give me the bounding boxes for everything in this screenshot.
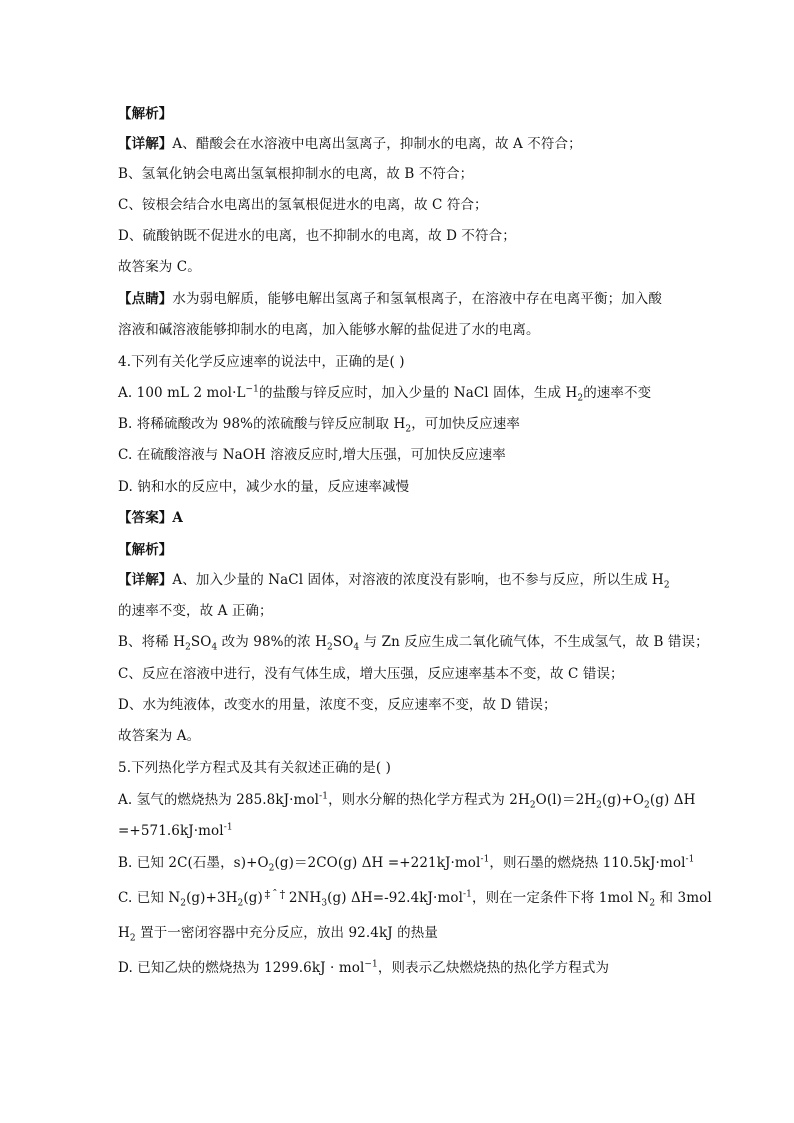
- conclusion-1: 故答案为 C。: [118, 259, 201, 275]
- q5-c-t2: (g)+3H: [186, 890, 238, 906]
- q4-answer: 【答案】A: [118, 510, 183, 526]
- q5-option-a: [118, 790, 695, 810]
- q5-a-s3: 2: [644, 800, 650, 811]
- q4-a-sup: −1: [245, 384, 259, 395]
- q5-a-t2: ，则水分解的热化学方程式为 2H: [328, 792, 530, 808]
- q5-stem: 5.下列热化学方程式及其有关叙述正确的是( ): [118, 760, 392, 776]
- q5-d-t1: D. 已知乙炔的燃烧热为 1299.6kJ · mol: [118, 960, 365, 976]
- key-point-text: 水为弱电解质，能够电解出氢离子和氢氧根离子，在溶液中存在电离平衡；加入酸: [172, 291, 663, 307]
- q4-detail-b-t4: SO: [332, 634, 354, 650]
- q5-option-d: [118, 958, 609, 978]
- q4-b-sub: 2: [405, 424, 412, 435]
- q5-c-t1: C. 已知 N: [118, 890, 181, 906]
- q5-c-t3: (g): [243, 890, 263, 906]
- q5-b-t2: (g)＝2CO(g) ΔH =+221kJ·mol: [274, 855, 481, 871]
- q5-a-t4: (g)+O: [601, 792, 645, 808]
- q5-c-s2: 2: [237, 898, 244, 909]
- q5-c-s1: 2: [180, 898, 187, 909]
- q4-a-text: A. 100 mL 2 mol·L: [118, 385, 246, 401]
- q5-option-c-cont: [118, 923, 438, 943]
- q4-a-sub: 2: [577, 393, 584, 404]
- q5-c-t4: 2NH: [288, 890, 322, 906]
- q4-detail-b-s1: 2: [185, 642, 191, 653]
- q5-c-sup: -1: [463, 889, 472, 900]
- q4-stem: 4.下列有关化学反应速率的说法中，正确的是( ): [118, 354, 405, 370]
- q4-conclusion: 故答案为 A。: [118, 728, 201, 744]
- q5-d-sup: −1: [364, 959, 378, 970]
- q4-detail-a-cont: 的速率不变，故 A 正确；: [118, 603, 273, 619]
- q4-detail-b-t2: SO: [190, 634, 212, 650]
- q4-detail-c: C、反应在溶液中进行，没有气体生成，增大压强，反应速率基本不变，故 C 错误；: [118, 666, 624, 682]
- q5-d-t2: ，则表示乙炔燃烧热的热化学方程式为: [377, 960, 610, 976]
- q5-a-sup2: -1: [223, 822, 233, 833]
- detail-c: C、铵根会结合水电离出的氢氧根促进水的电离，故 C 符合；: [118, 197, 488, 213]
- q5-b-s1: 2: [268, 863, 275, 874]
- detail-b: B、氢氧化钠会电离出氢氧根抑制水的电离，故 B 不符合；: [118, 166, 474, 182]
- q5-option-a-cont: [118, 821, 233, 841]
- detail-tag: 【详解】: [118, 136, 173, 152]
- q5-b-sup1: -1: [480, 854, 490, 865]
- q5-b-t1: B. 已知 2C(石墨，s)+O: [118, 855, 269, 871]
- q5-c-s4: 2: [649, 898, 656, 909]
- q5-c2-s: 2: [129, 933, 136, 944]
- q5-option-b: [118, 853, 694, 873]
- key-point-2: 溶液和碱溶液能够抑制水的电离，加入能够水解的盐促进了水的电离。: [118, 322, 540, 338]
- q5-option-c: [118, 888, 712, 909]
- detail-d: D、硫酸钠既不促进水的电离，也不抑制水的电离，故 D 不符合；: [118, 228, 516, 244]
- q5-a-s1: 2: [529, 800, 536, 811]
- q4-detail-a: [118, 570, 670, 590]
- q4-detail-b-s4: 4: [353, 642, 360, 653]
- q5-c-s3: 3: [321, 898, 328, 909]
- q4-detail-b-s3: 2: [327, 642, 333, 653]
- q5-b-t3: ，则石墨的燃烧热 110.5kJ·mol: [489, 855, 686, 871]
- q4-detail-b-t5: 与 Zn 反应生成二氧化硫气体，不生成氢气，故 B 错误；: [359, 634, 709, 650]
- analysis-heading: 【解析】: [118, 106, 173, 122]
- q4-detail-tag: 【详解】: [118, 572, 173, 588]
- q4-detail-b-t1: B、将稀 H: [118, 634, 186, 650]
- q4-a-text2: 的盐酸与锌反应时，加入少量的 NaCl 固体，生成 H: [259, 385, 578, 401]
- q4-detail-a-text: A、加入少量的 NaCl 固体，对溶液的浓度没有影响，也不参与反应，所以生成 H: [172, 572, 664, 588]
- q5-a-s2: 2: [596, 800, 602, 811]
- q5-b-sup2: -1: [685, 854, 695, 865]
- q4-b-text: B. 将稀硫酸改为 98%的浓硫酸与锌反应制取 H: [118, 416, 406, 432]
- q5-a-sup1: -1: [319, 791, 329, 802]
- q5-c2-t1: H: [118, 925, 130, 941]
- q5-a-t5: (g) ΔH: [649, 792, 696, 808]
- q4-a-text3: 的速率不变: [583, 385, 652, 401]
- q4-option-b: [118, 414, 520, 434]
- q5-a-t1: A. 氢气的燃烧热为 285.8kJ·mol: [118, 792, 320, 808]
- reversible-arrow-icon: ‡ˆ†: [264, 888, 288, 901]
- q4-option-c: C. 在硫酸溶液与 NaOH 溶液反应时,增大压强，可加快反应速率: [118, 447, 506, 463]
- key-point-1: [118, 289, 662, 309]
- q4-detail-b-s2: 4: [211, 642, 218, 653]
- q5-c-t5: (g) ΔH=-92.4kJ·mol: [327, 890, 463, 906]
- q4-b-text2: ，可加快反应速率: [411, 416, 521, 432]
- q4-option-d: D. 钠和水的反应中，减少水的量，反应速率减慢: [118, 479, 410, 495]
- q5-a-t6: =+571.6kJ·mol: [118, 823, 224, 839]
- q5-c-t6: ，则在一定条件下将 1mol N: [471, 890, 650, 906]
- q4-detail-b-t3: 改为 98%的浓 H: [217, 634, 328, 650]
- q4-option-a: [118, 383, 651, 403]
- detail-a: [118, 134, 582, 154]
- q4-detail-b: [118, 632, 709, 652]
- q4-detail-d: D、水为纯液体，改变水的用量，浓度不变，反应速率不变，故 D 错误；: [118, 697, 557, 713]
- q5-a-t3: O(l)＝2H: [535, 792, 597, 808]
- key-tag: 【点睛】: [118, 291, 173, 307]
- q5-c2-t2: 置于一密闭容器中充分反应，放出 92.4kJ 的热量: [135, 925, 438, 941]
- q5-c-t7: 和 3mol: [655, 890, 712, 906]
- q4-analysis-heading: 【解析】: [118, 542, 173, 558]
- q4-detail-a-sub: 2: [663, 580, 670, 591]
- detail-a-text: A、醋酸会在水溶液中电离出氢离子，抑制水的电离，故 A 不符合；: [172, 136, 582, 152]
